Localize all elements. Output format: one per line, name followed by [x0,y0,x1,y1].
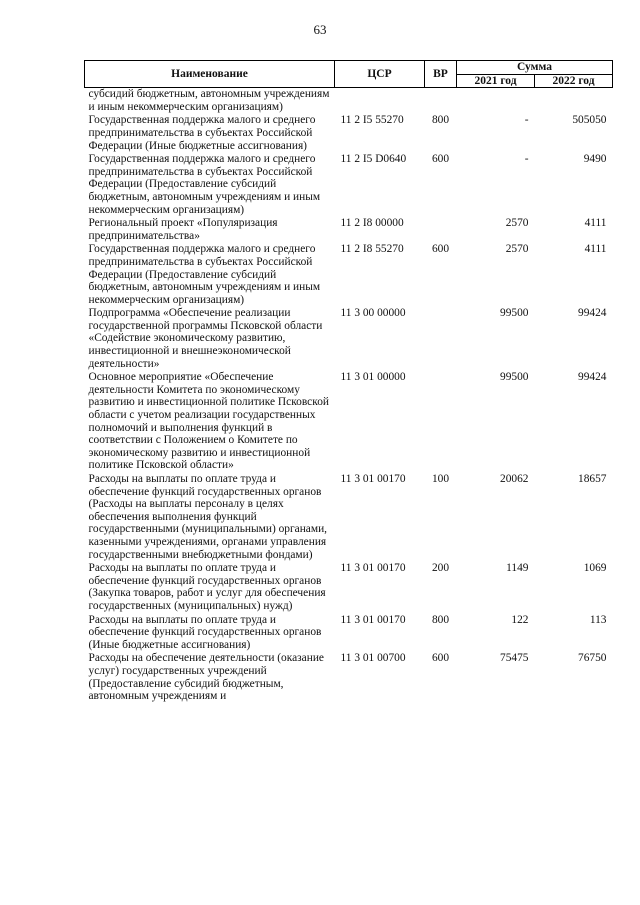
header-csr: ЦСР [335,61,425,88]
row-csr: 11 3 01 00170 [340,613,406,626]
row-name: Региональный проект «Популяризация предпринимательства» [88,217,278,242]
row-amount-2022: 4111 [584,217,607,230]
row-name: Расходы на выплаты по оплате труда и обеспечение функций государственных органов (Закупка товаров, работ и услуг для обеспечения государственных (муниципальных) нужд) [88,562,326,612]
table-row [85,652,613,703]
row-csr: 11 3 01 00700 [340,652,406,665]
row-amount-2021: 2570 [505,243,529,256]
row-amount-2021: 20062 [500,473,529,485]
row-name: Подпрограмма «Обеспечение реализации государственной программы Псковской области «Содействие экономическому развитию, инвестиционной и внешнеэкономической деятельности» [88,307,323,370]
row-amount-2022: 9490 [583,153,607,166]
row-amount-2021: 99500 [500,307,529,320]
row-name: Расходы на обеспечение деятельности (оказание услуг) государственных учреждений (Предоставление субсидий бюджетным, автономным учреждениям и [88,652,324,703]
row-amount-2022: 1069 [583,562,607,575]
row-amount-2021: 1149 [506,562,529,575]
row-vr [425,88,457,115]
row-amount-2022: 76750 [578,652,607,665]
row-amount-2021: 2570 [505,217,529,230]
table-row [85,371,613,473]
row-name: Основное мероприятие «Обеспечение деятельности Комитета по экономическому развитию и инвестиционной политике Псковской области с учетом реализации государственных полномочий и выполнения функций в соответствии с Положением о Комитете по экономическому развитию и инвестиционной политике Псковской области» [88,371,329,472]
row-name: субсидий бюджетным, автономным учреждениям и иным некоммерческим организациям) [88,88,330,113]
row-csr: 11 3 01 00170 [340,473,406,485]
row-csr: 11 3 01 00000 [340,371,406,384]
row-amount-2022: 18657 [578,473,607,485]
budget-table [84,60,613,704]
table-row [85,614,613,653]
header-name: Наименование [85,61,335,88]
row-vr: 600 [431,243,450,256]
row-vr: 600 [431,153,450,166]
row-csr: 11 3 01 00170 [340,562,406,575]
row-amount-2021: 122 [511,613,529,626]
row-vr: 600 [431,652,450,665]
row-vr [425,371,457,473]
row-csr [335,88,425,115]
table-row [85,88,613,115]
table-row [85,114,613,153]
table-body [85,88,613,704]
row-csr: 11 2 I5 55270 [340,114,404,127]
row-amount-2021: - [524,114,529,127]
header-sum: Сумма [457,61,613,75]
row-amount-2021: 99500 [500,371,529,384]
row-amount-2021: - [524,153,529,166]
row-name: Расходы на выплаты по оплате труда и обеспечение функций государственных органов (Иные бюджетные ассигнования) [88,613,322,651]
row-amount-2022: 505050 [572,114,607,127]
row-amount-2022: 4111 [584,243,607,256]
page-number: 63 [313,22,327,37]
row-vr [425,307,457,371]
row-vr: 800 [431,114,450,127]
row-csr: 11 2 I8 55270 [340,243,404,256]
row-amount-2022: 113 [589,613,607,626]
row-name: Государственная поддержка малого и среднего предпринимательства в субъектах Российской Федерации (Предоставление субсидий бюджетным, автономным учреждениям и иным некоммерческим организациям) [88,243,321,306]
table-row [85,562,613,613]
row-csr: 11 3 00 00000 [340,307,406,320]
row-vr [425,217,457,243]
row-vr: 800 [431,613,450,626]
row-amount-2022: 99424 [578,371,607,384]
row-name: Государственная поддержка малого и среднего предпринимательства в субъектах Российской Федерации (Иные бюджетные ассигнования) [88,114,316,152]
row-csr: 11 2 I8 00000 [340,217,404,230]
row-amount-2022: 99424 [578,307,607,320]
header-year-2022: 2022 год [535,74,613,88]
row-name: Расходы на выплаты по оплате труда и обеспечение функций государственных органов (Расходы на выплаты персоналу в целях обеспечения выполнения функций государственными (муниципальными) органами, казенными учреждениями, органами управления государственными внебюджетными фондами) [88,473,328,561]
row-amount-2022 [535,88,613,115]
table-row [85,473,613,562]
header-vr: ВР [425,61,457,88]
header-year-2021: 2021 год [457,74,535,88]
table-row [85,217,613,243]
table-row [85,307,613,371]
row-vr: 100 [431,473,450,485]
table-row [85,153,613,217]
row-amount-2021: 75475 [500,652,529,665]
row-name: Государственная поддержка малого и среднего предпринимательства в субъектах Российской Федерации (Предоставление субсидий бюджетным, автономным учреждениям и иным некоммерческим организациям) [88,153,321,216]
row-csr: 11 2 I5 D0640 [340,153,407,166]
row-vr: 200 [431,562,450,575]
table-row [85,243,613,307]
row-amount-2021 [457,88,535,115]
